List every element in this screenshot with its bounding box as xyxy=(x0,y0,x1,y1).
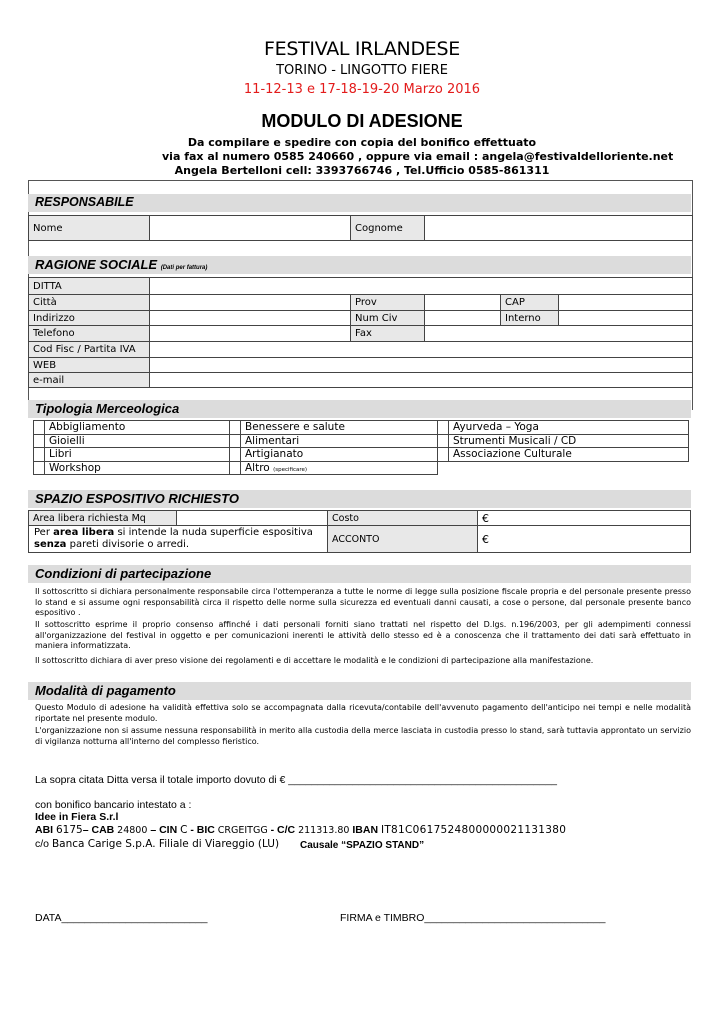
cat-altro-note: (specificare) xyxy=(273,466,308,473)
web-field[interactable] xyxy=(150,358,693,373)
indirizzo-field[interactable] xyxy=(150,311,351,326)
ragione-title xyxy=(35,257,207,272)
interno-label: Interno xyxy=(501,311,559,326)
numciv-field[interactable] xyxy=(425,311,501,326)
checkbox-altro[interactable] xyxy=(230,461,241,475)
nome-label: Nome xyxy=(29,216,150,241)
festival-title: FESTIVAL IRLANDESE xyxy=(264,38,460,60)
checkbox-associazione[interactable] xyxy=(438,448,449,462)
checkbox-libri[interactable] xyxy=(34,448,45,462)
contact-line: Angela Bertelloni cell: 3393766746 , Tel.Ufficio 0585-861311 xyxy=(174,164,550,177)
intestatario: Idee in Fiera S.r.l xyxy=(35,811,119,823)
merceologica-title: Tipologia Merceologica xyxy=(35,401,180,416)
responsabile-title: RESPONSABILE xyxy=(35,195,134,209)
bank-name-line xyxy=(35,838,279,850)
senza-bold: senza xyxy=(34,539,67,550)
iban-value: IT81C0617524800000021131380 xyxy=(380,824,567,836)
bank-details xyxy=(35,824,566,836)
prov-field[interactable] xyxy=(425,295,501,311)
prov-label: Prov xyxy=(351,295,425,311)
data-field[interactable]: DATA_________________________ xyxy=(35,912,208,924)
cat-altro xyxy=(241,461,438,475)
instructions-line-1: Da compilare e spedire con copia del bonifico effettuato xyxy=(187,136,537,149)
ragione-table xyxy=(28,277,693,388)
ragione-title-text: RAGIONE SOCIALE xyxy=(35,257,158,272)
bic-value: CRGEITGG xyxy=(217,825,268,836)
checkbox-abbigliamento[interactable] xyxy=(34,421,45,435)
citta-label: Città xyxy=(29,295,150,311)
condizioni-p2: Il sottoscritto esprime il proprio consenso affinché i dati personali forniti siano trattati nel rispetto del D.lgs. n.196/2003, per gli adempimenti connessi all'organizzazione del festival in oggetto e per comunicazioni inerenti le attività dello stesso ed è a conoscenza che il trattamento dei dati sarà effettuato in maniera informatizzata. xyxy=(35,620,691,650)
abi-value: 6175 xyxy=(56,824,83,836)
ditta-field[interactable] xyxy=(150,278,693,295)
causale: Causale “SPAZIO STAND” xyxy=(300,840,425,851)
bic-label: - BIC xyxy=(187,824,218,836)
pagamento-p1: Questo Modulo di adesione ha validità effettiva solo se accompagnata dalla ricevuta/contabile dell'avvenuto pagamento dell'anticipo nei tempi e nelle modalità riportate nel presente modulo. xyxy=(35,703,691,723)
form-title: MODULO DI ADESIONE xyxy=(261,111,463,131)
bonifico-text: con bonifico bancario intestato a : xyxy=(35,799,192,811)
cat-gioielli: Gioielli xyxy=(45,434,230,448)
nome-field[interactable] xyxy=(150,216,351,241)
co-text: c/o xyxy=(35,838,52,850)
cc-value: 211313.80 xyxy=(298,825,350,836)
desc-1: si intende la nuda superficie espositiva xyxy=(114,527,313,538)
checkbox-gioielli[interactable] xyxy=(34,434,45,448)
cat-altro-label: Altro xyxy=(245,461,270,474)
condizioni-title: Condizioni di partecipazione xyxy=(35,566,212,581)
cat-empty xyxy=(449,461,689,475)
cat-ayurveda: Ayurveda – Yoga xyxy=(449,421,689,435)
condizioni-p3: Il sottoscritto dichiara di aver preso visione dei regolamenti e di accettare le modalità e le condizioni di partecipazione alla manifestazione. xyxy=(35,656,594,665)
condizioni-p1: Il sottoscritto si dichiara personalmente responsabile circa l'ottemperanza a tutte le norme di legge sulla posizione fiscale propria e del personale presente presso lo stand e si assume ogni responsabilità circa il rispetto delle norme sulla sicurezza ed eventuali danni causati, a cose o persone, dal personale presente banco espositivo . xyxy=(35,587,691,617)
codfisc-field[interactable] xyxy=(150,342,693,358)
codfisc-label: Cod Fisc / Partita IVA xyxy=(29,342,150,358)
responsabile-table xyxy=(28,215,693,241)
telefono-field[interactable] xyxy=(150,326,351,342)
costo-field[interactable] xyxy=(478,511,691,526)
cab-label: – CAB xyxy=(82,824,118,836)
web-label: WEB xyxy=(29,358,150,373)
euro-sign: € xyxy=(482,511,489,525)
venue: TORINO - LINGOTTO FIERE xyxy=(276,63,448,78)
pagamento-title: Modalità di pagamento xyxy=(35,683,176,698)
cat-libri: Libri xyxy=(45,448,230,462)
pagamento-p2: L'organizzazione non si assume nessuna responsabilità in merito alla custodia della merce lasciata in custodia presso lo stand, sarà tuttavia approntato un servizio di vigilanza notturna all'interno del complesso fieristico. xyxy=(35,726,691,746)
cat-benessere: Benessere e salute xyxy=(241,421,438,435)
interno-field[interactable] xyxy=(559,311,693,326)
checkbox-artigianato[interactable] xyxy=(230,448,241,462)
telefono-label: Telefono xyxy=(29,326,150,342)
cat-abbigliamento: Abbigliamento xyxy=(45,421,230,435)
instructions-line-2: via fax al numero 0585 240660 , oppure via email : angela@festivaldelloriente.net xyxy=(162,150,674,163)
abi-label: ABI xyxy=(35,824,56,836)
cin-value: C xyxy=(180,824,188,836)
cc-label: - C/C xyxy=(267,824,299,836)
fax-field[interactable] xyxy=(425,326,693,342)
email-label: e-mail xyxy=(29,373,150,388)
merceologica-table xyxy=(33,420,689,475)
cap-field[interactable] xyxy=(559,295,693,311)
spazio-table xyxy=(28,510,691,553)
area-label: Area libera richiesta Mq xyxy=(29,511,177,526)
ragione-note: (Dati per fattura) xyxy=(160,265,208,271)
cab-value: 24800 xyxy=(117,825,148,836)
area-libera-bold: area libera xyxy=(53,527,115,538)
desc-2: pareti divisorie o arredi. xyxy=(66,539,190,550)
cat-artigianato: Artigianato xyxy=(241,448,438,462)
per-text: Per xyxy=(34,527,54,538)
euro-sign: € xyxy=(482,532,489,546)
checkbox-benessere[interactable] xyxy=(230,421,241,435)
empty-cell xyxy=(438,461,449,475)
event-dates: 11-12-13 e 17-18-19-20 Marzo 2016 xyxy=(243,82,481,97)
cat-workshop: Workshop xyxy=(45,461,230,475)
cat-alimentari: Alimentari xyxy=(241,434,438,448)
email-field[interactable] xyxy=(150,373,693,388)
cognome-field[interactable] xyxy=(425,216,693,241)
importo-line[interactable]: La sopra citata Ditta versa il totale importo dovuto di € ______________________________________________ xyxy=(35,774,557,786)
cognome-label: Cognome xyxy=(351,216,425,241)
firma-field[interactable]: FIRMA e TIMBRO_______________________________ xyxy=(340,912,606,924)
area-field[interactable] xyxy=(177,511,328,526)
citta-field[interactable] xyxy=(150,295,351,311)
acconto-label: ACCONTO xyxy=(328,526,478,553)
checkbox-workshop[interactable] xyxy=(34,461,45,475)
fax-label: Fax xyxy=(351,326,425,342)
cap-label: CAP xyxy=(501,295,559,311)
iban-label: IBAN xyxy=(349,824,381,836)
costo-label: Costo xyxy=(328,511,478,526)
indirizzo-label: Indirizzo xyxy=(29,311,150,326)
checkbox-alimentari[interactable] xyxy=(230,434,241,448)
bank-name: Banca Carige S.p.A. Filiale di Viareggio (LU) xyxy=(51,838,280,850)
spazio-title: SPAZIO ESPOSITIVO RICHIESTO xyxy=(35,491,239,506)
acconto-field[interactable] xyxy=(478,526,691,553)
cin-label: – CIN xyxy=(147,824,181,836)
area-description xyxy=(29,526,328,553)
checkbox-strumenti[interactable] xyxy=(438,434,449,448)
numciv-label: Num Civ xyxy=(351,311,425,326)
ditta-label: DITTA xyxy=(29,278,150,295)
cat-strumenti: Strumenti Musicali / CD xyxy=(449,434,689,448)
checkbox-ayurveda[interactable] xyxy=(438,421,449,435)
cat-associazione: Associazione Culturale xyxy=(449,448,689,462)
